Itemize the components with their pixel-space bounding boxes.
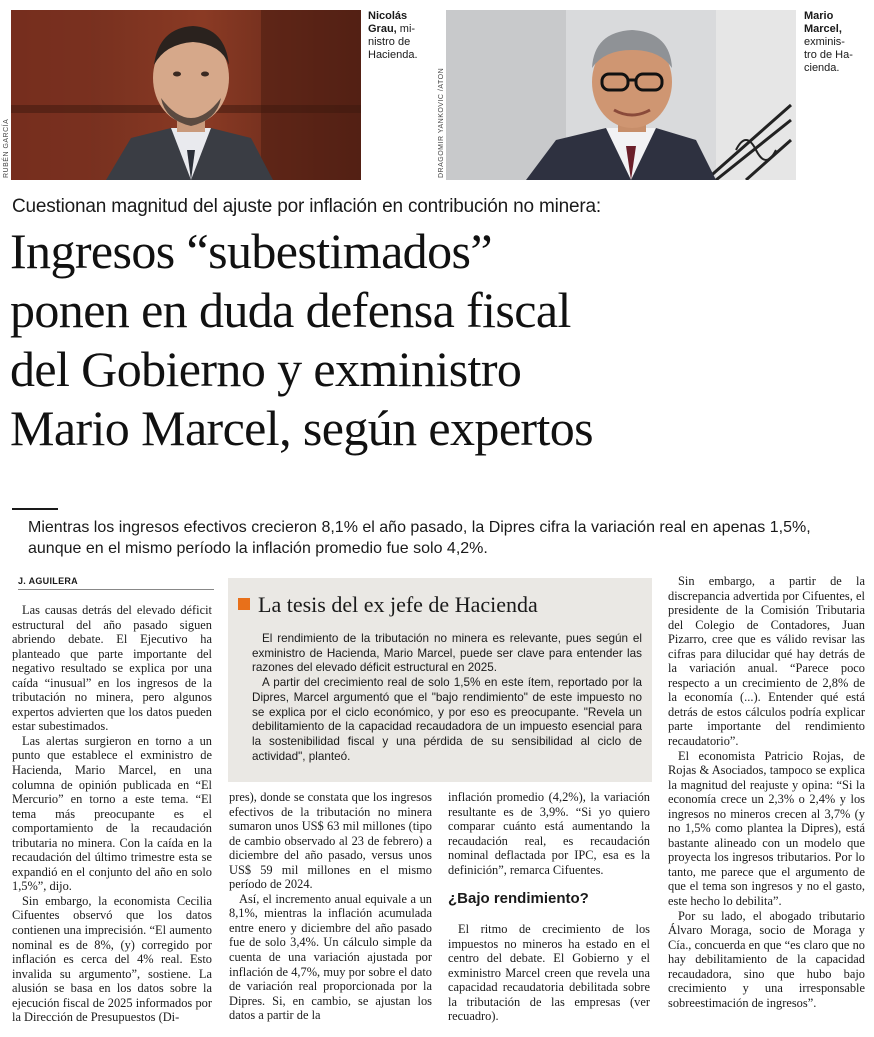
caption-text: tro de Ha-	[804, 49, 853, 61]
article-column-3	[448, 790, 650, 877]
paragraph: inflación promedio (4,2%), la variación resultante es de 3,9%. “Si yo quiero comparar cuánto está aumentando la recaudación real, es recaudación nominal deflactada por IPC, esa es la definición”, remarca Cifuentes.	[448, 790, 650, 877]
kicker: Cuestionan magnitud del ajuste por inflación en contribución no minera:	[12, 196, 601, 217]
box-title-text: La tesis del ex jefe de Hacienda	[258, 592, 538, 617]
box-body	[252, 632, 642, 764]
caption-text: exminis-	[804, 36, 845, 48]
caption-text: Hacienda.	[368, 49, 418, 61]
paragraph: Las causas detrás del elevado déficit estructural del año pasado siguen abriendo debate. El Ejecutivo ha planteado que parte importante del negativo resultado se explica por una caída “inusual” en los ingresos de la tributación no minera, pero algunos expertos advierten que los datos pueden estar subestimados.	[12, 603, 212, 734]
box-title	[238, 592, 538, 618]
portrait-image	[11, 10, 361, 180]
paragraph: El ritmo de crecimiento de los impuestos no mineros ha estado en el centro del debate. El Gobierno y el exministro Marcel creen que revela una capacidad recaudatoria debilitada sobre la tributación de las empresas (ver recuadro).	[448, 922, 650, 1024]
article-column-1	[12, 603, 212, 1025]
article-column-4	[668, 574, 865, 1010]
subhead: Mientras los ingresos efectivos crecieron 8,1% el año pasado, la Dipres cifra la variación real en apenas 1,5%, aunque en el mismo período la inflación promedio fue solo 4,2%.	[28, 519, 811, 557]
section-heading: ¿Bajo rendimiento?	[448, 890, 589, 907]
headline-line: Mario Marcel, según expertos	[10, 400, 594, 456]
caption-name: Mario	[804, 10, 834, 22]
paragraph: Por su lado, el abogado tributario Álvaro Moraga, socio de Moraga y Cía., concuerda en que “es claro que no hay debilitamiento de la capacidad recaudadora, sino que hubo bajo crecimiento y una irresponsable sobreestimación de ingresos”.	[668, 908, 865, 1010]
paragraph: Las alertas surgieron en torno a un punto que establece el exministro de Hacienda, Mario Marcel, en una columna de opinión publicada en “El Mercurio” en torno a este tema. “El tema más preocupante es el comportamiento de la recaudación tributaria no minera. Con la caída en la recaudación del último trimestre esta se expandió en el conjunto del año en solo 1,5%”, dijo.	[12, 733, 212, 894]
headline	[10, 222, 870, 458]
photo-caption-right	[804, 10, 870, 75]
caption-text: cienda.	[804, 62, 840, 74]
headline-line: Ingresos “subestimados”	[10, 223, 492, 279]
paragraph: Sin embargo, la economista Cecilia Cifuentes observó que los datos contienen una imprecisión. “El aumento nominal es de 8%, (y) corregido por inflación es cerca del 4% real. Esto invalida su argumento”, sostiene. La alusión se basa en los datos sobre la ejecución fiscal de 2025 informados por la Dirección de Presupuestos (Di-	[12, 893, 212, 1025]
byline: J. AGUILERA	[18, 576, 78, 586]
caption-name: Nicolás Grau,	[368, 10, 408, 35]
paragraph: A partir del crecimiento real de solo 1,5% en este ítem, reportado por la Dipres, Marcel argumentó que el "bajo rendimiento" de este impuesto no se explica por el ciclo económico, y por eso es preocupante. "Revela un debilitamiento de la capacidad recaudadora de un impuesto esencial para la sostenibilidad fiscal y una pérdida de su sensibilidad al ciclo de actividad", planteó.	[252, 676, 642, 763]
photo-caption-left	[368, 10, 438, 62]
caption-name: Marcel,	[804, 23, 842, 35]
photo-credit-left: RUBÉN GARCÍA	[3, 118, 10, 178]
photo-mario-marcel	[446, 10, 796, 180]
paragraph: pres), donde se constata que los ingresos efectivos de la tributación no minera sumaron unos US$ 63 mil millones (tipo de cambio observado al 23 de febrero) a diciembre del año pasado, versus unos US$ 59 mil millones en el mismo período de 2024.	[229, 790, 432, 892]
divider	[12, 508, 58, 510]
headline-line: del Gobierno y exministro	[10, 341, 522, 397]
headline-line: ponen en duda defensa fiscal	[10, 282, 571, 338]
accent-square-icon	[238, 598, 250, 610]
article-column-3b	[448, 922, 650, 1024]
paragraph: El economista Patricio Rojas, de Rojas & Asociados, tampoco se explica la magnitud del reajuste y opina: “Si la economía crece un 2,3% o 2,4% y los ingresos no mineros crecen al 3,7% (y no 1,5% como plantea la Dipres), está bastante alineado con un modelo que proyecta los ingresos tributarios. Por lo tanto, me parece que el argumento de que el tema son ingresos y no el gasto, este hecho lo debilita”.	[668, 748, 865, 909]
caption-text: nistro de	[368, 36, 411, 48]
portrait-image	[446, 10, 796, 180]
photo-nicolas-grau	[11, 10, 361, 180]
paragraph: Sin embargo, a partir de la discrepancia advertida por Cifuentes, el presidente de la Comisión Tributaria del Colegio de Contadores, Juan Pizarro, cree que es válido revisar las cifras para dilucidar qué hay detrás de la variación anual. “Parece poco respecto a un crecimiento de 2,8% de la economía (...). Entender qué está detrás de estos cálculos podría explicar parte importante del rendimiento recaudatorio”.	[668, 574, 865, 749]
paragraph: El rendimiento de la tributación no minera es relevante, pues según el exministro de Hacienda, Mario Marcel, puede ser clave para entender las razones del elevado déficit estructural en 2025.	[252, 632, 642, 675]
paragraph: Así, el incremento anual equivale a un 8,1%, mientras la inflación acumulada entre enero y diciembre del año pasado fue de solo 3,4%. Un cálculo simple da cuenta de una variación ajustada por inflación de 4,7%, muy por sobre el dato de variación real proporcionada por la Dipres. Si, en cambio, se ajustan los datos a partir de la	[229, 891, 432, 1023]
photo-credit-right: DRAGOMIR YANKOVIC /ATON	[438, 67, 445, 178]
caption-text: mi-	[399, 23, 416, 35]
divider	[18, 589, 214, 590]
article-column-2	[229, 790, 432, 1023]
